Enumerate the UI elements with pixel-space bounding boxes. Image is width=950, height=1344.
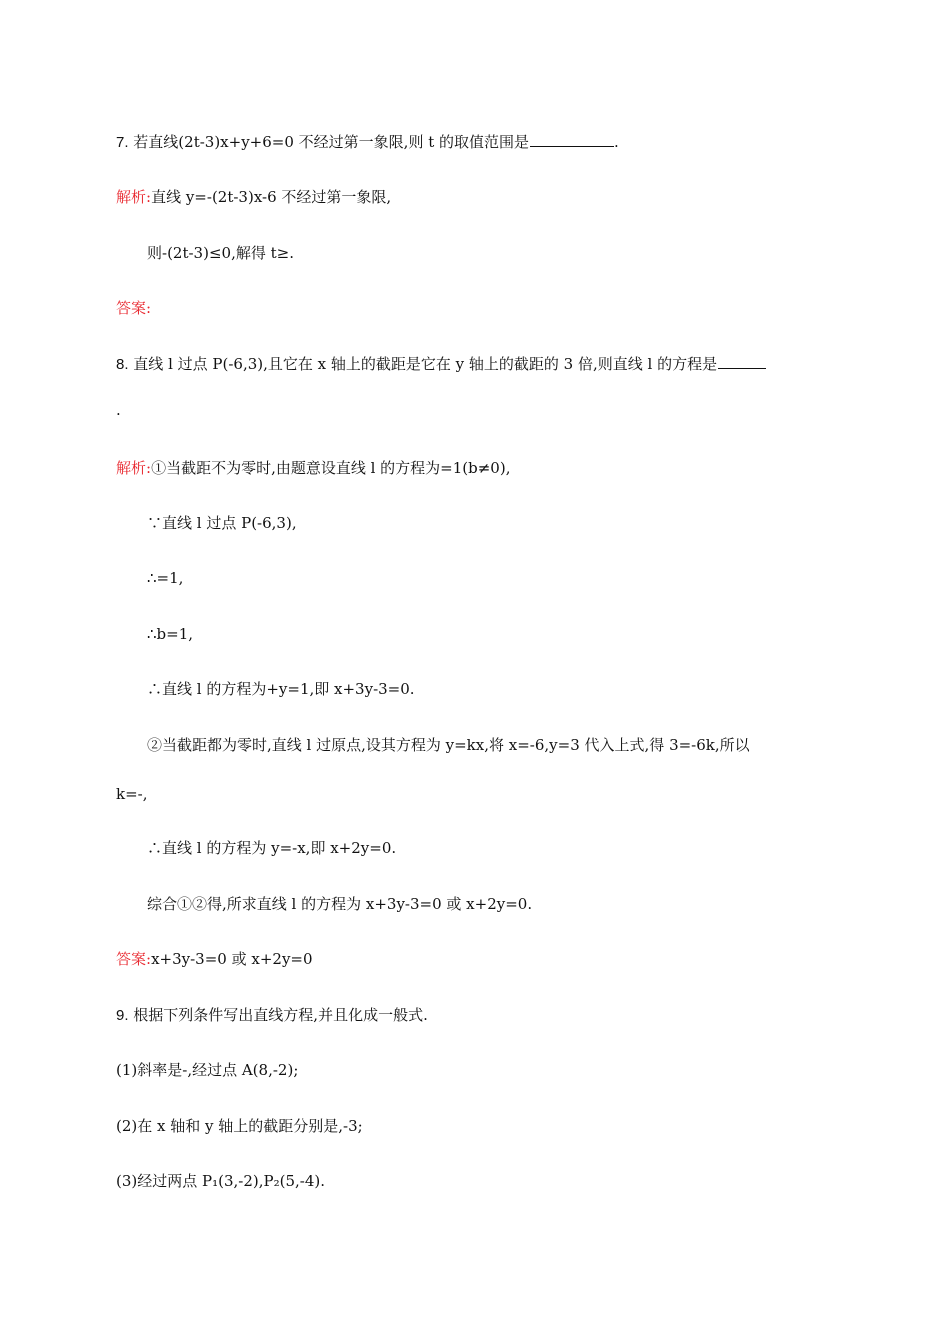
q7-analysis-text1: 直线 y=-(2t-3)x-6 不经过第一象限, [151,188,392,206]
q8-analysis-line4: ∴b=1, [147,625,194,643]
q9-number: 9. [116,1007,129,1024]
q7-analysis-label: 解析: [116,188,152,206]
q8-question [116,354,766,375]
q8-analysis-text1: ①当截距不为零时,由题意设直线 l 的方程为=1(b≠0), [151,459,511,477]
q8-answer-label: 答案: [116,950,152,968]
q7-question-text: 若直线(2t-3)x+y+6=0 不经过第一象限,则 t 的取值范围是 [133,133,530,151]
q8-analysis-line5: ∴直线 l 的方程为+y=1,即 x+3y-3=0. [147,680,415,698]
q8-answer [116,949,313,969]
q8-analysis-line2: ∵直线 l 过点 P(-6,3), [147,514,297,532]
q8-answer-value: x+3y-3=0 或 x+2y=0 [151,950,313,968]
q9-part2: (2)在 x 轴和 y 轴上的截距分别是,-3; [116,1117,363,1135]
q7-analysis-line1 [116,187,391,207]
q8-analysis-line3: ∴=1, [147,569,184,587]
q8-question-text: 直线 l 过点 P(-6,3),且它在 x 轴上的截距是它在 y 轴上的截距的 3 倍,则直线 l 的方程是 [133,355,718,373]
q7-answer [116,298,151,318]
q8-analysis-line6: ②当截距都为零时,直线 l 过原点,设其方程为 y=kx,将 x=-6,y=3 代入上式,得 3=-6k,所以 [147,736,750,754]
q9-part1: (1)斜率是-,经过点 A(8,-2); [116,1061,299,1079]
q8-analysis-line7: k=-, [116,785,148,803]
q8-analysis-line8: ∴直线 l 的方程为 y=-x,即 x+2y=0. [147,839,397,857]
q8-analysis-line9: 综合①②得,所求直线 l 的方程为 x+3y-3=0 或 x+2y=0. [147,895,533,913]
q9-part3: (3)经过两点 P₁(3,-2),P₂(5,-4). [116,1172,326,1190]
q8-answer-blank [718,354,766,369]
q8-number: 8. [116,356,129,373]
q7-question-end: . [614,133,619,151]
q7-question [116,132,619,153]
q7-answer-label: 答案: [116,299,152,317]
q8-analysis-line1 [116,458,510,478]
q7-analysis-line2: 则-(2t-3)≤0,解得 t≥. [147,244,294,262]
q9-question-text: 根据下列条件写出直线方程,并且化成一般式. [133,1006,428,1024]
q9-question [116,1005,428,1026]
q8-analysis-label: 解析: [116,459,152,477]
q7-number: 7. [116,134,129,151]
q7-answer-blank [530,132,614,147]
q8-question-end: . [116,401,121,419]
